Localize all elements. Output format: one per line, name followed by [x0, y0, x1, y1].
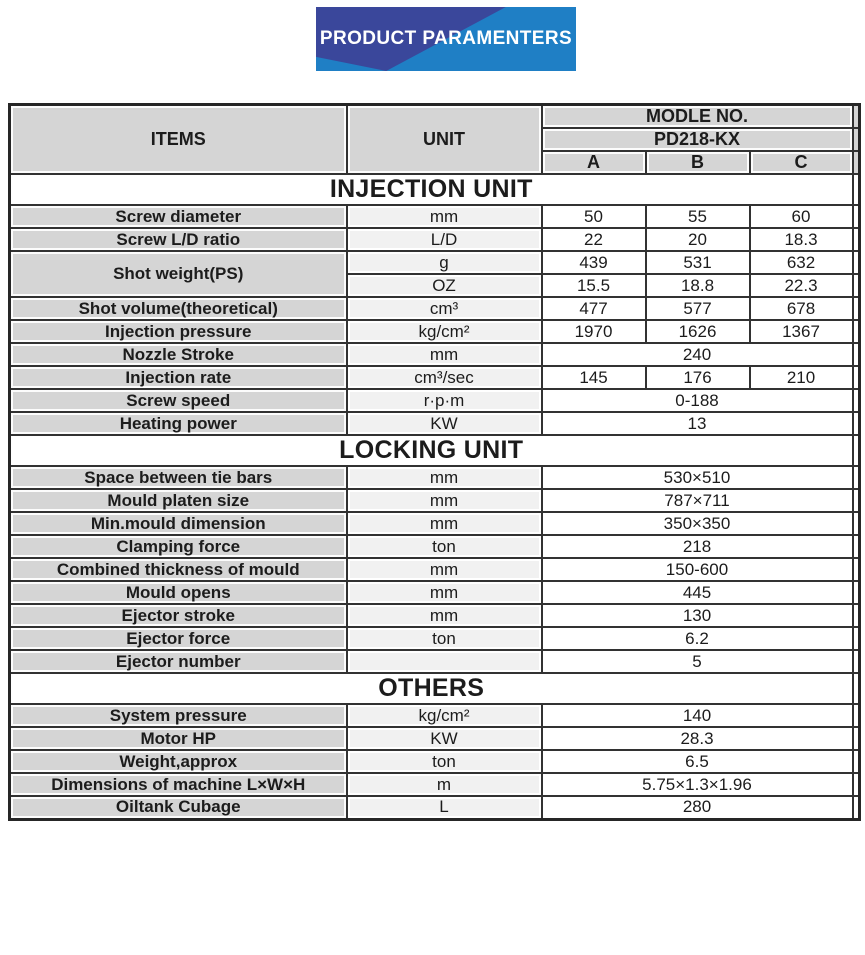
row-value-b: 55: [646, 205, 750, 228]
row-value-c: 632: [750, 251, 853, 274]
row-unit: KW: [347, 412, 542, 435]
header-model-no: MODLE NO.: [542, 105, 853, 129]
row-item-label: Screw diameter: [10, 205, 347, 228]
row-unit: mm: [347, 581, 542, 604]
strip-cell: [853, 581, 860, 604]
row-item-label: Min.mould dimension: [10, 512, 347, 535]
strip-cell: [853, 512, 860, 535]
strip-cell: [853, 796, 860, 819]
row-value-merged: 530×510: [542, 466, 853, 489]
table-body: [10, 174, 860, 819]
row-value-merged: 0-188: [542, 389, 853, 412]
strip-cell: [853, 673, 860, 704]
row-unit: mm: [347, 512, 542, 535]
row-item-label: Motor HP: [10, 727, 347, 750]
row-value-a: 1970: [542, 320, 646, 343]
row-value-merged: 445: [542, 581, 853, 604]
row-value-b: 531: [646, 251, 750, 274]
row-value-c: 210: [750, 366, 853, 389]
section-title: LOCKING UNIT: [10, 435, 853, 466]
table-row: [10, 389, 860, 412]
row-unit: ton: [347, 627, 542, 650]
row-item-label: Shot weight(PS): [10, 251, 347, 297]
row-unit: [347, 650, 542, 673]
strip-cell: [853, 650, 860, 673]
strip-cell: [853, 435, 860, 466]
row-item-label: Shot volume(theoretical): [10, 297, 347, 320]
row-value-merged: 13: [542, 412, 853, 435]
row-unit: mm: [347, 205, 542, 228]
row-item-label: Injection rate: [10, 366, 347, 389]
row-value-a: 50: [542, 205, 646, 228]
strip-cell: [853, 604, 860, 627]
row-item-label: Weight,approx: [10, 750, 347, 773]
table-row: [10, 205, 860, 228]
row-unit: mm: [347, 466, 542, 489]
row-value-merged: 240: [542, 343, 853, 366]
strip-cell: [853, 251, 860, 274]
row-value-merged: 280: [542, 796, 853, 819]
banner-title: PRODUCT PARAMENTERS: [319, 28, 573, 49]
row-unit: kg/cm²: [347, 320, 542, 343]
strip-cell: [853, 297, 860, 320]
table-row: [10, 750, 860, 773]
table-row: [10, 773, 860, 796]
header-unit: UNIT: [347, 105, 542, 175]
table-row: [10, 558, 860, 581]
table-row: [10, 251, 860, 274]
row-item-label: Space between tie bars: [10, 466, 347, 489]
row-item-label: Dimensions of machine L×W×H: [10, 773, 347, 796]
row-value-merged: 6.2: [542, 627, 853, 650]
row-unit: mm: [347, 489, 542, 512]
row-value-a: 145: [542, 366, 646, 389]
strip-cell: [853, 489, 860, 512]
row-unit: cm³/sec: [347, 366, 542, 389]
row-value-a: 15.5: [542, 274, 646, 297]
strip-cell: [853, 274, 860, 297]
row-item-label: Screw L/D ratio: [10, 228, 347, 251]
row-value-c: 22.3: [750, 274, 853, 297]
row-unit: m: [347, 773, 542, 796]
row-value-merged: 787×711: [542, 489, 853, 512]
row-item-label: Combined thickness of mould: [10, 558, 347, 581]
row-value-b: 18.8: [646, 274, 750, 297]
row-item-label: System pressure: [10, 704, 347, 727]
strip-cell: [853, 727, 860, 750]
row-unit: g: [347, 251, 542, 274]
strip-cell: [853, 389, 860, 412]
row-unit: cm³: [347, 297, 542, 320]
table-row: [10, 796, 860, 819]
header-strip: [853, 105, 860, 129]
table-row: [10, 466, 860, 489]
row-item-label: Nozzle Stroke: [10, 343, 347, 366]
table-row: [10, 297, 860, 320]
strip-cell: [853, 343, 860, 366]
row-unit: KW: [347, 727, 542, 750]
strip-cell: [853, 466, 860, 489]
row-value-merged: 6.5: [542, 750, 853, 773]
strip-cell: [853, 228, 860, 251]
row-unit: mm: [347, 604, 542, 627]
row-item-label: Mould platen size: [10, 489, 347, 512]
header-strip: [853, 151, 860, 174]
row-value-merged: 5: [542, 650, 853, 673]
row-unit: kg/cm²: [347, 704, 542, 727]
section-row: [10, 673, 860, 704]
section-row: [10, 174, 860, 205]
row-unit: L: [347, 796, 542, 819]
strip-cell: [853, 558, 860, 581]
row-unit: ton: [347, 750, 542, 773]
table-row: [10, 320, 860, 343]
row-unit: mm: [347, 343, 542, 366]
row-unit: mm: [347, 558, 542, 581]
row-item-label: Oiltank Cubage: [10, 796, 347, 819]
row-item-label: Injection pressure: [10, 320, 347, 343]
row-value-b: 577: [646, 297, 750, 320]
table-row: [10, 704, 860, 727]
strip-cell: [853, 320, 860, 343]
header-row-1: [10, 105, 860, 129]
table-row: [10, 650, 860, 673]
row-unit: ton: [347, 535, 542, 558]
table-row: [10, 512, 860, 535]
row-item-label: Heating power: [10, 412, 347, 435]
strip-cell: [853, 535, 860, 558]
row-value-a: 439: [542, 251, 646, 274]
strip-cell: [853, 773, 860, 796]
table-row: [10, 727, 860, 750]
row-item-label: Mould opens: [10, 581, 347, 604]
row-value-c: 60: [750, 205, 853, 228]
row-value-merged: 350×350: [542, 512, 853, 535]
table-row: [10, 412, 860, 435]
strip-cell: [853, 750, 860, 773]
row-item-label: Ejector force: [10, 627, 347, 650]
product-parameters-banner: [316, 7, 576, 71]
table-row: [10, 228, 860, 251]
row-value-c: 18.3: [750, 228, 853, 251]
row-value-a: 22: [542, 228, 646, 251]
section-title: OTHERS: [10, 673, 853, 704]
table-row: [10, 535, 860, 558]
strip-cell: [853, 627, 860, 650]
row-unit: OZ: [347, 274, 542, 297]
row-value-c: 1367: [750, 320, 853, 343]
header-items: ITEMS: [10, 105, 347, 175]
row-value-b: 1626: [646, 320, 750, 343]
row-value-b: 20: [646, 228, 750, 251]
row-value-merged: 28.3: [542, 727, 853, 750]
strip-cell: [853, 174, 860, 205]
header-strip: [853, 128, 860, 151]
row-value-merged: 150-600: [542, 558, 853, 581]
section-title: INJECTION UNIT: [10, 174, 853, 205]
table-row: [10, 343, 860, 366]
row-value-merged: 140: [542, 704, 853, 727]
table-row: [10, 366, 860, 389]
row-value-merged: 130: [542, 604, 853, 627]
row-unit: L/D: [347, 228, 542, 251]
row-value-merged: 5.75×1.3×1.96: [542, 773, 853, 796]
row-value-c: 678: [750, 297, 853, 320]
table-row: [10, 489, 860, 512]
row-item-label: Screw speed: [10, 389, 347, 412]
spec-table: [8, 103, 861, 821]
header-variant-c: C: [750, 151, 853, 174]
strip-cell: [853, 366, 860, 389]
row-value-merged: 218: [542, 535, 853, 558]
header-model-code: PD218-KX: [542, 128, 853, 151]
row-value-a: 477: [542, 297, 646, 320]
row-unit: r·p·m: [347, 389, 542, 412]
table-row: [10, 627, 860, 650]
row-value-b: 176: [646, 366, 750, 389]
section-row: [10, 435, 860, 466]
table-row: [10, 604, 860, 627]
row-item-label: Ejector stroke: [10, 604, 347, 627]
strip-cell: [853, 704, 860, 727]
table-row: [10, 581, 860, 604]
header-variant-a: A: [542, 151, 646, 174]
header-variant-b: B: [646, 151, 750, 174]
strip-cell: [853, 412, 860, 435]
row-item-label: Ejector number: [10, 650, 347, 673]
strip-cell: [853, 205, 860, 228]
row-item-label: Clamping force: [10, 535, 347, 558]
